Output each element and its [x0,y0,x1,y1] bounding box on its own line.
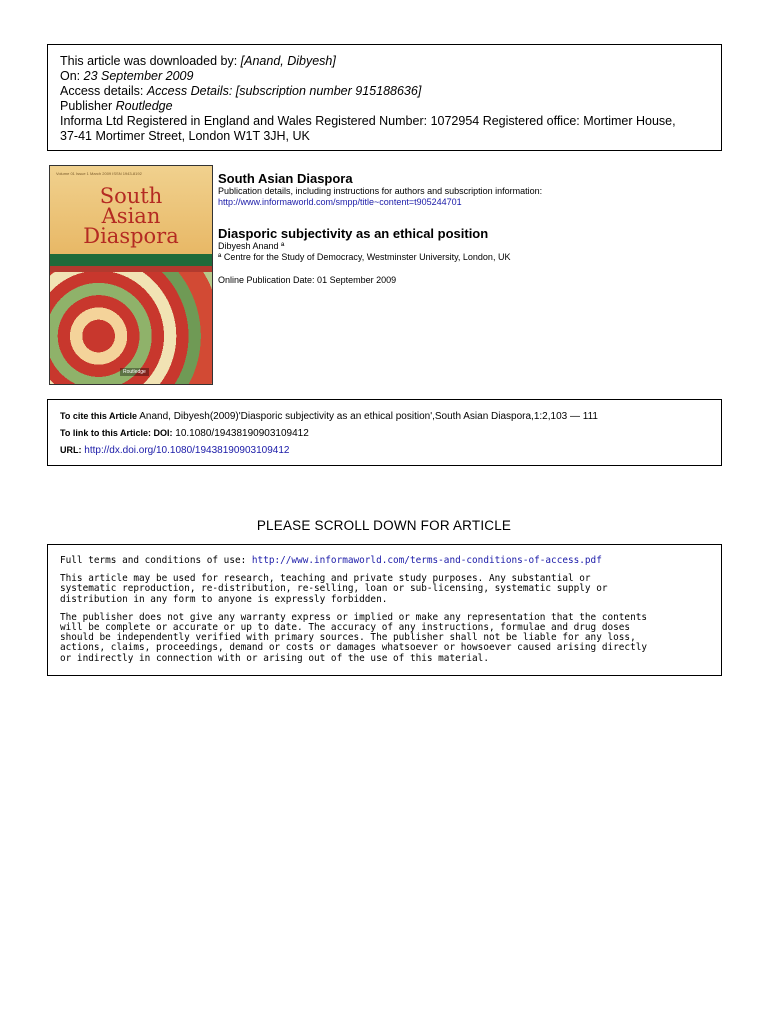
download-date-line: On: 23 September 2009 [60,69,194,83]
download-date-value: 23 September 2009 [83,69,194,83]
journal-cover-image [49,165,213,385]
access-details-line: Access details: Access Details: [subscription number 915188636] [60,84,422,98]
doi-url-link[interactable]: http://dx.doi.org/10.1080/19438190903109412 [81,445,290,456]
doi-line: To link to this Article: DOI: 10.1080/19438190903109412 [60,428,309,439]
terms-warranty-paragraph: The publisher does not give any warranty express or implied or make any representation that the contents will be complete or accurate or up to date. The accuracy of any instructions, formulae and drug doses should be independently verified with primary sources. The publisher shall not be liable for any loss, actions, claims, proceedings, demand or costs or damages whatsoever or howsoever caused arising directly or indirectly in connection with or arising out of the use of this material. [60,611,647,664]
publisher-value: Routledge [115,99,173,113]
article-title: Diasporic subjectivity as an ethical position [218,226,489,241]
cover-publisher-logo: Routledge [120,368,149,376]
registration-line: Informa Ltd Registered in England and Wales Registered Number: 1072954 Registered office: Mortimer House, [60,114,676,128]
address-line: 37-41 Mortimer Street, London W1T 3JH, UK [60,129,310,143]
access-details-value: Access Details: [subscription number 915188636] [146,84,422,98]
journal-title: South Asian Diaspora [218,171,353,186]
terms-usage-paragraph: This article may be used for research, teaching and private study purposes. Any substantial or systematic reproduction, re-distribution, re-selling, loan or sub-licensing, systematic supply or distribution in any form to anyone is expressly forbidden. [60,573,608,605]
cite-text: Anand, Dibyesh(2009)'Diasporic subjectivity as an ethical position',South Asian Diaspora,1:2,103 — 111 [137,411,598,422]
publisher-line: Publisher Routledge [60,99,173,113]
article-author: Dibyesh Anand ª [218,241,285,251]
downloaded-by-line: This article was downloaded by: [Anand, Dibyesh] [60,54,336,68]
author-affiliation: ª Centre for the Study of Democracy, Westminster University, London, UK [218,252,511,262]
citation-box [47,399,722,466]
download-info-box [47,44,722,151]
cite-line: To cite this Article Anand, Dibyesh(2009)'Diasporic subjectivity as an ethical position',South Asian Diaspora,1:2,103 — 111 [60,411,598,422]
cover-red-band [50,266,212,272]
online-publication-date: Online Publication Date: 01 September 2009 [218,275,397,285]
doi-value: 10.1080/19438190903109412 [172,428,309,439]
cover-green-band [50,254,212,266]
downloaded-by-value: [Anand, Dibyesh] [240,54,336,68]
scroll-down-message: PLEASE SCROLL DOWN FOR ARTICLE [256,518,512,533]
journal-url-link[interactable]: http://www.informaworld.com/smpp/title~content=t905244701 [218,197,462,207]
cover-title: South Asian Diaspora [83,184,179,248]
cover-meta: Volume 01 Issue 1 March 2009 ISSN 1943-8192 [56,171,142,176]
url-line: URL: http://dx.doi.org/10.1080/19438190903109412 [60,445,290,456]
terms-box [47,544,722,676]
terms-line: Full terms and conditions of use: http://www.informaworld.com/terms-and-conditions-of-access.pdf [60,555,602,566]
terms-url-link[interactable]: http://www.informaworld.com/terms-and-conditions-of-access.pdf [251,555,602,566]
publication-details: Publication details, including instructions for authors and subscription information: [218,186,543,196]
